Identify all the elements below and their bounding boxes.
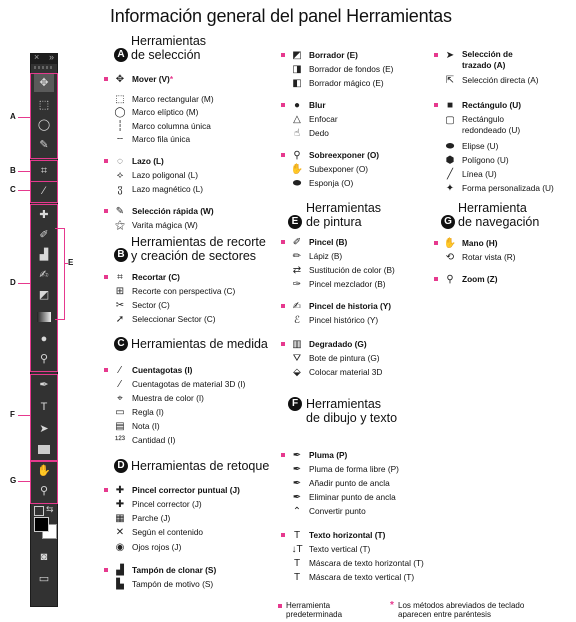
tool-entry-label: Selección directa (A) (462, 75, 539, 85)
group-box-f (30, 374, 58, 462)
stamp-tool-button[interactable]: ▟ (39, 249, 49, 261)
slice-select-icon: ➚ (115, 314, 125, 325)
section-title-b: Herramientas de recorte y creación de sectores (131, 235, 266, 263)
tool-entry-label: Degradado (G) (309, 339, 367, 349)
tool-entry-label: Colocar material 3D (309, 367, 383, 377)
group-label-b: B (10, 166, 16, 175)
healing-tool-button[interactable]: ✚ (39, 209, 49, 221)
tool-entry-label: Sustitución de color (B) (309, 265, 395, 275)
convert-point-icon: ⌃ (292, 506, 302, 517)
foreground-color-swatch[interactable] (34, 517, 49, 532)
move-icon: ✥ (115, 74, 125, 85)
tool-entry-label: Enfocar (309, 114, 338, 124)
tool-entry-label: Pincel corrector puntual (J) (132, 485, 240, 495)
tool-entry-label: Pincel histórico (Y) (309, 315, 379, 325)
history-brush-tool-button[interactable]: ✍ (39, 269, 49, 281)
group-label-a: A (10, 112, 16, 121)
group-box-d (30, 204, 58, 372)
freeform-pen-icon: ✒ (292, 464, 302, 475)
tool-entry-label: Texto horizontal (T) (309, 530, 386, 540)
color-sampler-icon: ⌖ (117, 393, 123, 404)
history-brush-icon: ✍ (292, 301, 302, 312)
quick-mask-button[interactable]: ◙ (40, 551, 48, 563)
marquee-tool-button[interactable]: ⬚ (38, 99, 50, 111)
tool-entry-label: Máscara de texto horizontal (T) (309, 558, 424, 568)
tool-entry-label: Lazo (L) (132, 156, 164, 166)
tool-entry-label: Rectángulo (U) (462, 100, 521, 110)
default-tool-marker (434, 277, 438, 281)
tool-entry-label: Ojos rojos (J) (132, 542, 182, 552)
group-e-bracket (55, 228, 65, 320)
rounded-rectangle-icon: ▢ (445, 115, 455, 126)
tool-entry-label: Blur (309, 100, 326, 110)
default-tool-marker (104, 488, 108, 492)
tool-entry-label: Varita mágica (W) (132, 220, 198, 230)
pen-tool-button[interactable]: ✒ (39, 379, 49, 391)
row-marquee-icon: ┄ (116, 134, 124, 145)
content-aware-icon: ✕ (115, 527, 125, 538)
healing-brush-icon: ✚ (115, 499, 125, 510)
spot-healing-icon: ✚ (115, 485, 125, 496)
paint-bucket-icon: ⛛ (292, 353, 302, 364)
default-tool-marker (104, 209, 108, 213)
default-tool-marker (278, 604, 282, 608)
blur-tool-button[interactable]: ● (40, 333, 48, 345)
default-tool-marker (281, 103, 285, 107)
tool-entry-label: Pincel (B) (309, 237, 348, 247)
tool-entry-label: Eliminar punto de ancla (309, 492, 396, 502)
section-badge-a: A (114, 48, 128, 62)
tool-entry-label: Tampón de motivo (S) (132, 579, 214, 589)
rect-marquee-icon: ⬚ (115, 94, 125, 105)
lasso-tool-button[interactable]: ◯ (37, 119, 51, 131)
tool-entry-label: Dedo (309, 128, 329, 138)
shortcut-star: * (169, 74, 174, 84)
patch-icon: ▦ (115, 513, 125, 524)
sharpen-icon: △ (293, 114, 301, 125)
magic-wand-icon: ⚝ (115, 220, 125, 231)
magnetic-lasso-icon: ჳ (117, 184, 123, 195)
ellipse-marquee-icon: ◯ (114, 107, 126, 118)
default-tool-marker (281, 453, 285, 457)
hand-icon: ✋ (443, 238, 457, 249)
tool-entry-label: Pincel mezclador (B) (309, 279, 386, 289)
horizontal-type-mask-icon: T (293, 558, 301, 569)
section-title-e: Herramientas de pintura (306, 201, 382, 229)
rectangle-icon: ■ (446, 100, 454, 111)
tool-entry-label: Mover (V)* (132, 74, 174, 84)
pen-icon: ✒ (292, 450, 302, 461)
tool-entry-label: Borrador mágico (E) (309, 78, 384, 88)
section-badge-b: B (114, 248, 128, 262)
tool-entry-label: Regla (I) (132, 407, 164, 417)
tool-entry-label: Recorte con perspectiva (C) (132, 286, 236, 296)
section-badge-e: E (288, 215, 302, 229)
tool-entry-label: Polígono (U) (462, 155, 509, 165)
group-box-a (30, 73, 58, 159)
tool-entry-label: Cantidad (I) (132, 435, 176, 445)
section-badge-f: F (288, 397, 302, 411)
tool-entry-label: Borrador de fondos (E) (309, 64, 394, 74)
tool-entry-label: Pincel corrector (J) (132, 499, 202, 509)
default-tool-marker (104, 159, 108, 163)
mixer-brush-icon: ✑ (292, 279, 302, 290)
ruler-icon: ▭ (115, 407, 125, 418)
clone-stamp-icon: ▟ (116, 565, 124, 576)
add-anchor-icon: ✒ (292, 478, 302, 489)
dodge-icon: ⚲ (293, 150, 301, 161)
path-selection-tool-button[interactable]: ➤ (39, 423, 49, 435)
tool-entry-label: Añadir punto de ancla (309, 478, 390, 488)
burn-icon: ✋ (290, 164, 304, 175)
crop-icon: ⌗ (117, 272, 123, 283)
custom-shape-icon: ✦ (445, 183, 455, 194)
section-title-g: Herramienta de navegación (458, 201, 540, 229)
dodge-tool-button[interactable]: ⚲ (39, 353, 49, 365)
tool-entry-label: Convertir punto (309, 506, 366, 516)
default-tool-marker (281, 53, 285, 57)
lasso-icon: ◌ (117, 156, 123, 167)
tool-entry-label: Mano (H) (462, 238, 498, 248)
horizontal-type-icon: T (293, 530, 301, 541)
move-tool-button[interactable]: ✥ (34, 74, 54, 92)
count-icon: ¹²³ (115, 435, 125, 446)
tool-entry-label: Lápiz (B) (309, 251, 343, 261)
default-colors-icon[interactable] (34, 506, 44, 516)
section-title-a: Herramientas de selección (131, 34, 207, 62)
tool-entry-label: Marco fila única (132, 134, 191, 144)
section-title-f: Herramientas de dibujo y texto (306, 397, 398, 425)
tool-entry-label: Máscara de texto vertical (T) (309, 572, 415, 582)
legend-star: * (390, 600, 394, 611)
tool-entry-label: Borrador (E) (309, 50, 358, 60)
legend-shortcut-note: Los métodos abreviados de teclado aparecen entre paréntesis (398, 601, 525, 619)
close-icon[interactable]: × (34, 52, 40, 62)
tool-entry-label: Pluma (P) (309, 450, 348, 460)
material-eyedropper-icon: ⁄ (119, 379, 121, 390)
tool-entry-label: Cuentagotas (I) (132, 365, 193, 375)
tools-panel (30, 53, 58, 607)
path-selection-icon: ➤ (445, 50, 455, 61)
panel-title-bar[interactable] (31, 54, 57, 64)
tool-entry-label: Lazo poligonal (L) (132, 170, 198, 180)
tool-entry-label: Esponja (O) (309, 178, 354, 188)
section-badge-c: C (114, 337, 128, 351)
group-box-b (30, 160, 58, 182)
type-tool-button[interactable]: T (40, 401, 48, 413)
tool-entry-label: Texto vertical (T) (309, 544, 371, 554)
default-tool-marker (434, 241, 438, 245)
swap-colors-icon[interactable]: ⇆ (46, 504, 54, 514)
tool-entry-label: Recortar (C) (132, 272, 180, 282)
zoom-tool-button[interactable]: ⚲ (39, 485, 49, 497)
eyedropper-icon: ⁄ (119, 365, 121, 376)
rotate-view-icon: ⟲ (445, 252, 455, 263)
eraser-icon: ◩ (292, 50, 302, 61)
vertical-type-icon: ↓T (291, 544, 303, 555)
tool-entry-label: Marco rectangular (M) (132, 94, 214, 104)
group-label-d: D (10, 278, 16, 287)
default-tool-marker (104, 275, 108, 279)
hand-tool-button[interactable]: ✋ (37, 465, 51, 477)
material-drop-icon: ⬙ (293, 367, 301, 378)
default-tool-marker (281, 304, 285, 308)
page-title: Información general del panel Herramientas (110, 6, 452, 26)
tool-entry-label: Línea (U) (462, 169, 497, 179)
gradient-icon: ▥ (292, 339, 302, 350)
art-history-brush-icon: ℰ (293, 315, 301, 326)
polygon-icon: ⬢ (445, 155, 455, 166)
screen-mode-button[interactable]: ▭ (38, 573, 50, 585)
legend-default-tool: Herramienta predeterminada (286, 601, 343, 619)
tool-entry-label: Tampón de clonar (S) (132, 565, 217, 575)
red-eye-icon: ◉ (115, 542, 125, 553)
tool-entry-label: Zoom (Z) (462, 274, 498, 284)
default-tool-marker (281, 153, 285, 157)
line-icon: ╱ (446, 169, 454, 180)
tool-entry-label: Sector (C) (132, 300, 170, 310)
polygonal-lasso-icon: ⟡ (116, 170, 124, 181)
vertical-type-mask-icon: T (293, 572, 301, 583)
pattern-stamp-icon: ▙ (116, 579, 124, 590)
default-tool-marker (104, 368, 108, 372)
tool-entry-label: Muestra de color (I) (132, 393, 204, 403)
tool-entry-label: Elipse (U) (462, 141, 499, 151)
quick-selection-tool-button[interactable]: ✎ (39, 139, 49, 151)
direct-selection-icon: ⇱ (445, 75, 455, 86)
section-badge-g: G (441, 215, 455, 229)
tool-entry-label: Cuentagotas de material 3D (I) (132, 379, 246, 389)
group-box-c (30, 181, 58, 203)
tool-entry-label: Marco elíptico (M) (132, 107, 199, 117)
default-tool-marker (281, 240, 285, 244)
section-badge-d: D (114, 459, 128, 473)
section-title-d: Herramientas de retoque (131, 459, 270, 473)
tool-entry-label: Pincel de historia (Y) (309, 301, 392, 311)
tool-entry-label: Rectángulo redondeado (U) (462, 114, 521, 135)
tool-entry-label: Según el contenido (132, 527, 204, 537)
delete-anchor-icon: ✒ (292, 492, 302, 503)
tool-entry-label: Lazo magnético (L) (132, 184, 204, 194)
brush-tool-button[interactable]: ✐ (39, 229, 49, 241)
zoom-icon: ⚲ (446, 274, 454, 285)
tool-entry-label: Selección de trazado (A) (462, 49, 513, 70)
pencil-icon: ✏ (292, 251, 302, 262)
slice-icon: ✂ (115, 300, 125, 311)
color-replacement-icon: ⇄ (292, 265, 302, 276)
section-title-c: Herramientas de medida (131, 337, 268, 351)
tool-entry-label: Parche (J) (132, 513, 171, 523)
column-marquee-icon: ┆ (116, 121, 124, 132)
magic-eraser-icon: ◧ (292, 78, 302, 89)
default-tool-marker (434, 53, 438, 57)
group-label-e: E (68, 258, 74, 267)
tool-entry-label: Sobreexponer (O) (309, 150, 380, 160)
default-tool-marker (281, 342, 285, 346)
background-eraser-icon: ◨ (292, 64, 302, 75)
group-box-g (30, 460, 58, 504)
crop-tool-button[interactable]: ⌗ (40, 165, 48, 177)
eyedropper-tool-button[interactable]: ⁄ (43, 185, 45, 197)
panel-grip[interactable] (34, 66, 54, 69)
group-label-f: F (10, 410, 15, 419)
tool-entry-label: Selección rápida (W) (132, 206, 214, 216)
tool-entry-label: Bote de pintura (G) (309, 353, 380, 363)
default-tool-marker (281, 533, 285, 537)
perspective-crop-icon: ⊞ (115, 286, 125, 297)
ellipse-icon: ⬬ (445, 141, 455, 152)
tool-entry-label: Marco columna única (132, 121, 211, 131)
note-icon: ▤ (115, 421, 125, 432)
collapse-icon[interactable]: » (48, 52, 54, 62)
eraser-tool-button[interactable]: ◩ (38, 289, 50, 301)
tool-entry-label: Subexponer (O) (309, 164, 369, 174)
group-label-g: G (10, 476, 17, 485)
tool-entry-label: Nota (I) (132, 421, 160, 431)
brush-icon: ✐ (292, 237, 302, 248)
blur-icon: ● (293, 100, 301, 111)
group-label-c: C (10, 185, 16, 194)
tool-entry-label: Rotar vista (R) (462, 252, 516, 262)
smudge-icon: ☝ (293, 128, 301, 139)
default-tool-marker (104, 568, 108, 572)
sponge-icon: ⬬ (292, 178, 302, 189)
default-tool-marker (104, 77, 108, 81)
tool-entry-label: Forma personalizada (U) (462, 183, 554, 193)
tool-entry-label: Seleccionar Sector (C) (132, 314, 216, 324)
default-tool-marker (434, 103, 438, 107)
quick-selection-icon: ✎ (115, 206, 125, 217)
tool-entry-label: Pluma de forma libre (P) (309, 464, 399, 474)
